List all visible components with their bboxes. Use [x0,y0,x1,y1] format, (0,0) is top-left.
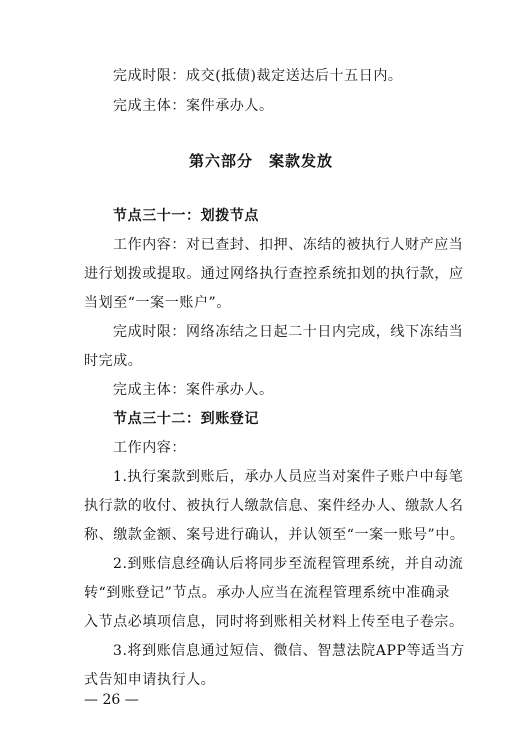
body-line: 完成主体：案件承办人。 [113,382,274,398]
body-line: 入节点必填项信息，同时将到账相关材料上传至电子卷宗。 [84,614,464,630]
page-number: — 26 — [84,692,139,708]
body-line: 称、缴款金额、案号进行确认，并认领至“一案一账号”中。 [84,527,465,543]
node-31-title: 节点三十一：划拨节点 [113,208,259,224]
section-heading: 第六部分 案款发放 [188,152,333,170]
body-line: 式告知申请执行人。 [84,672,216,688]
body-line: 转“到账登记”节点。承办人应当在流程管理系统中准确录 [84,585,450,601]
body-line: 3.将到账信息通过短信、微信、智慧法院APP等适当方 [113,643,465,659]
body-line: 进行划拨或提取。通过网络执行查控系统扣划的执行款，应 [84,266,464,282]
body-line: 工作内容：对已查封、扣押、冻结的被执行人财产应当 [113,237,464,253]
completion-subject-line: 完成主体：案件承办人。 [113,98,274,114]
body-line: 2.到账信息经确认后将同步至流程管理系统，并自动流 [113,556,464,572]
body-line: 当划至“一案一账户”。 [84,295,231,311]
body-line: 时完成。 [84,353,143,369]
node-32-title: 节点三十二：到账登记 [113,411,259,427]
body-line: 完成时限：网络冻结之日起二十日内完成，线下冻结当 [113,324,464,340]
completion-deadline-line: 完成时限：成交(抵债)裁定送达后十五日内。 [113,68,403,84]
body-line: 工作内容： [113,440,186,456]
body-line: 1.执行案款到账后，承办人员应当对案件子账户中每笔 [113,469,464,485]
body-line: 执行款的收付、被执行人缴款信息、案件经办人、缴款人名 [84,498,464,514]
